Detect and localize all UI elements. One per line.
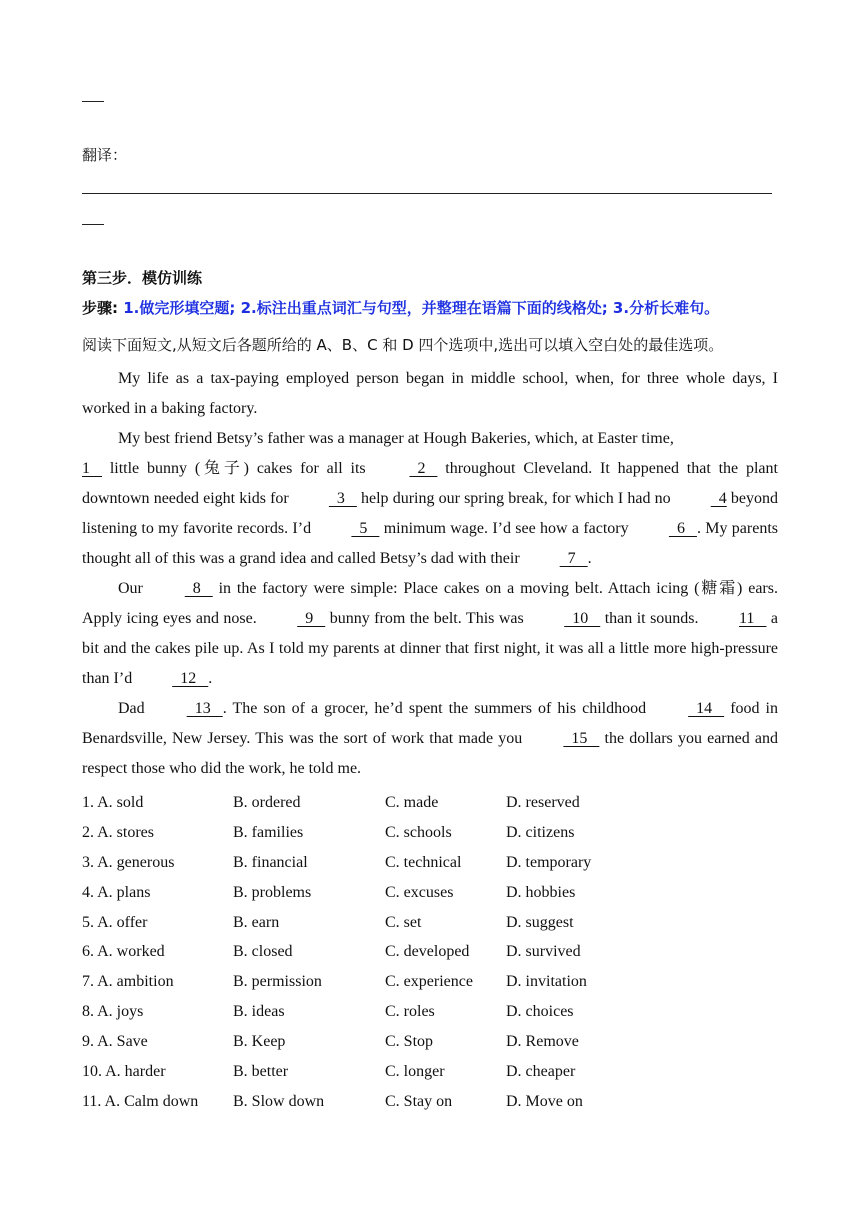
option-b[interactable]: B. ordered [233, 794, 301, 811]
option-c[interactable]: C. schools [385, 823, 452, 841]
option-c[interactable]: C. Stop [385, 1033, 434, 1051]
passage [82, 364, 778, 784]
translation-answer-line[interactable] [82, 193, 772, 194]
blank-12[interactable]: 12 [172, 670, 209, 687]
text-run: throughout Cleveland. It happened that the plant downtown needed eight kids for [82, 460, 778, 507]
option-a[interactable] [82, 1089, 198, 1115]
option-b[interactable]: B. better [233, 1063, 289, 1081]
text-run: food in Benardsville, New Jersey. This was the sort of work that made you [82, 700, 779, 747]
option-a-text: A. worked [97, 943, 165, 961]
option-b[interactable]: B. Keep [233, 1033, 286, 1051]
option-c[interactable]: C. experience [385, 973, 473, 991]
text-run: a bit and the cakes pile up. As I told my parents at dinner that first night, it was all a little more high-pressure than I’d [82, 610, 778, 687]
option-a-text: A. Calm down [104, 1092, 199, 1110]
text-run: minimum wage. I’d see how a factory [379, 520, 633, 537]
text-run: Our [118, 580, 149, 597]
blank-10[interactable]: 10 [564, 610, 601, 627]
option-d[interactable]: D. survived [506, 943, 581, 961]
option-d[interactable]: D. cheaper [506, 1063, 576, 1081]
question-number: 7. [82, 973, 94, 991]
option-d[interactable]: D. Move on [506, 1092, 583, 1110]
steps-text: 1.做完形填空题; 2.标注出重点词汇与句型，并整理在语篇下面的线格处; 3.分析长难句。 [118, 299, 720, 317]
question-number: 5. [82, 913, 94, 931]
option-b[interactable]: B. problems [233, 883, 312, 901]
option-d[interactable]: D. temporary [506, 853, 592, 871]
blank-13[interactable]: 13 [186, 700, 223, 717]
option-b[interactable]: B. permission [233, 973, 322, 991]
option-a-text: A. Save [97, 1033, 148, 1051]
text-run: Dad [118, 700, 151, 717]
text-run: . [587, 550, 592, 567]
answer-line-end[interactable] [82, 101, 104, 102]
blank-1[interactable]: 1 [82, 460, 102, 477]
option-a[interactable] [82, 999, 143, 1025]
translation-answer-line-end[interactable] [82, 224, 104, 225]
blank-6[interactable]: 6 [668, 520, 697, 537]
paragraph-1: My life as a tax-paying employed person began in middle school, when, for three whole days, I worked in a baking factory. [82, 370, 778, 417]
option-a-text: A. harder [105, 1063, 166, 1081]
option-d[interactable]: D. Remove [506, 1033, 579, 1051]
question-number: 6. [82, 943, 94, 961]
option-a-text: A. plans [97, 883, 151, 901]
option-c[interactable]: C. technical [385, 853, 462, 871]
blank-7[interactable]: 7 [559, 550, 588, 567]
option-a[interactable] [82, 1029, 148, 1055]
blank-4[interactable]: 4 [710, 490, 727, 507]
option-a-text: A. offer [97, 913, 148, 931]
option-a[interactable] [82, 1059, 166, 1085]
text-run: . The son of a grocer, he’d spent the summers of his childhood [222, 700, 653, 717]
option-c[interactable]: C. longer [385, 1063, 445, 1081]
option-b[interactable]: B. families [233, 823, 304, 841]
option-c[interactable]: C. excuses [385, 883, 454, 901]
blank-14[interactable]: 14 [688, 700, 725, 717]
question-number: 3. [82, 853, 94, 871]
section-heading: 第三步．模仿训练 [82, 269, 203, 287]
option-b[interactable]: B. earn [233, 913, 280, 931]
blank-15[interactable]: 15 [563, 730, 600, 747]
option-d[interactable]: D. invitation [506, 973, 587, 991]
blank-8[interactable]: 8 [184, 580, 213, 597]
option-a[interactable] [82, 850, 174, 876]
option-c[interactable]: C. developed [385, 943, 470, 961]
option-d[interactable]: D. choices [506, 1003, 574, 1021]
blank-9[interactable]: 9 [297, 610, 326, 627]
blank-11[interactable]: 11 [739, 610, 767, 627]
question-number: 11. [82, 1092, 102, 1110]
question-number: 9. [82, 1033, 94, 1051]
steps-line [82, 297, 719, 318]
text-run: than it sounds. [600, 610, 704, 627]
question-number: 10. [82, 1063, 102, 1081]
question-number: 4. [82, 883, 94, 901]
text-run: bunny from the belt. This was [325, 610, 529, 627]
option-a[interactable] [82, 820, 154, 846]
text-run: My best friend Betsy’s father was a manager at Hough Bakeries, which, at Easter time, [118, 430, 674, 447]
option-b[interactable]: B. financial [233, 853, 308, 871]
blank-3[interactable]: 3 [328, 490, 357, 507]
steps-label: 步骤: [82, 299, 118, 317]
text-run: . My parents thought all of this was a grand idea and called Betsy’s dad with their [82, 520, 778, 567]
text-run: help during our spring break, for which I had no [356, 490, 675, 507]
option-a[interactable] [82, 910, 147, 936]
option-c[interactable]: C. roles [385, 1003, 435, 1021]
paragraph-3 [82, 574, 778, 694]
question-number: 2. [82, 823, 94, 841]
option-d[interactable]: D. reserved [506, 794, 580, 811]
question-number: 1. [82, 794, 94, 811]
option-d[interactable]: D. hobbies [506, 883, 576, 901]
text-run: little bunny (兔子) cakes for all its [102, 460, 374, 477]
option-a[interactable] [82, 969, 174, 995]
blank-2[interactable]: 2 [409, 460, 438, 477]
option-c[interactable]: C. Stay on [385, 1092, 453, 1110]
option-b[interactable]: B. closed [233, 943, 293, 961]
text-run: in the factory were simple: Place cakes on a moving belt. Attach icing (糖霜) ears. Apply icing eyes and nose. [82, 580, 778, 627]
text-run: the dollars you earned and respect those who did the work, he told me. [82, 730, 778, 777]
option-d[interactable]: D. suggest [506, 913, 574, 931]
option-c[interactable]: C. made [385, 794, 439, 811]
paragraph-4 [82, 694, 778, 784]
option-a[interactable] [82, 939, 165, 965]
option-b[interactable]: B. ideas [233, 1003, 285, 1021]
blank-5[interactable]: 5 [351, 520, 380, 537]
option-a-text: A. stores [97, 823, 155, 841]
option-a[interactable] [82, 880, 150, 906]
option-a-text: A. ambition [97, 973, 174, 991]
option-a-text: A. joys [97, 1003, 144, 1021]
option-a[interactable] [82, 790, 143, 816]
text-run: . [208, 670, 213, 687]
option-d[interactable]: D. citizens [506, 823, 575, 841]
option-b[interactable]: B. Slow down [233, 1092, 325, 1110]
paragraph-2 [82, 424, 778, 574]
option-a-text: A. generous [97, 853, 175, 871]
question-number: 8. [82, 1003, 94, 1021]
instruction: 阅读下面短文,从短文后各题所给的 A、B、C 和 D 四个选项中,选出可以填入空白处的最佳选项。 [82, 336, 724, 354]
option-c[interactable]: C. set [385, 913, 422, 931]
translation-label: 翻译： [82, 146, 128, 164]
option-a-text: A. sold [97, 794, 144, 811]
text-run: beyond listening to my favorite records. I’d [82, 490, 778, 537]
